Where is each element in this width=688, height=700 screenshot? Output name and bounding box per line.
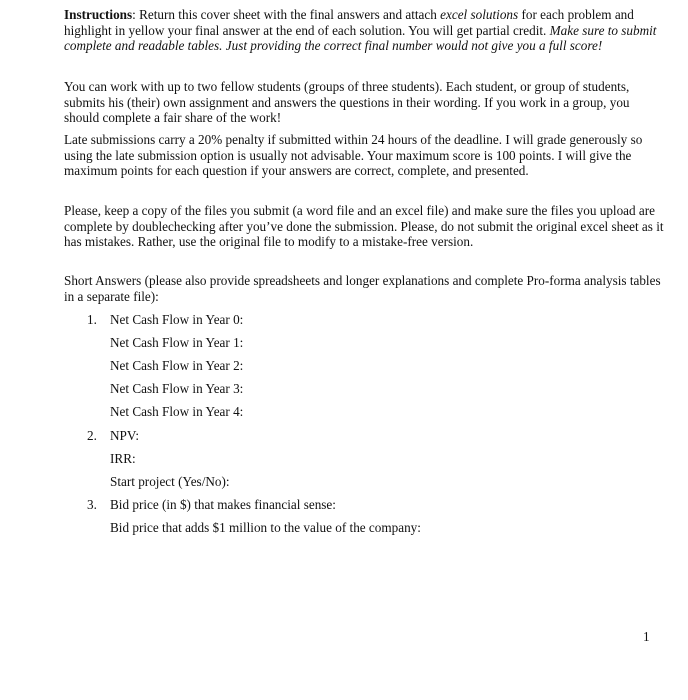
question-3-number: 3. <box>87 497 97 512</box>
net-cash-flow-year-2: Net Cash Flow in Year 2: <box>110 358 244 373</box>
net-cash-flow-year-3: Net Cash Flow in Year 3: <box>110 381 244 396</box>
instructions-excel-solutions: excel solutions <box>440 7 519 22</box>
copy-files-paragraph: Please, keep a copy of the files you submit (a word file and an excel file) and make sure the files you upload are complete by doublechecking after you’ve done the submission. Please, do not submit the original excel sheet as it has mistakes. Rather, use the original file to modify to a mistake-free version. <box>64 203 664 249</box>
instructions-text-a: : Return this cover sheet with the final answers and attach <box>132 7 441 22</box>
npv-line: NPV: <box>110 428 140 443</box>
net-cash-flow-year-1: Net Cash Flow in Year 1: <box>110 335 244 350</box>
page-number: 1 <box>643 629 650 644</box>
instructions-full-score-note: Make sure to submit complete and readable tables. Just providing the correct final number would not give you a full score! <box>64 22 657 53</box>
question-1-number: 1. <box>87 312 97 327</box>
groups-paragraph: You can work with up to two fellow students (groups of three students). Each student, or group of students, submits his (their) own assignment and answers the questions in their wording. If you work in a group, you should complete a fair share of the work! <box>64 79 630 125</box>
short-answers-heading: Short Answers (please also provide spreadsheets and longer explanations and complete Pro-forma analysis tables in a separate file): <box>64 273 661 304</box>
irr-line: IRR: <box>110 451 136 466</box>
net-cash-flow-year-4: Net Cash Flow in Year 4: <box>110 404 244 419</box>
instructions-text-c: for each problem and highlight in yellow your final answer at the end of each solution. You will get partial credit. <box>64 7 634 38</box>
start-project-line: Start project (Yes/No): <box>110 474 230 489</box>
instructions-heading: Instructions <box>64 7 133 22</box>
bid-price-million-line: Bid price that adds $1 million to the value of the company: <box>110 520 421 535</box>
bid-price-line: Bid price (in $) that makes financial sense: <box>110 497 336 512</box>
net-cash-flow-year-0: Net Cash Flow in Year 0: <box>110 312 244 327</box>
question-2-number: 2. <box>87 428 97 443</box>
instructions-paragraph <box>64 7 664 54</box>
late-submission-paragraph: Late submissions carry a 20% penalty if submitted within 24 hours of the deadline. I will grade generously so using the late submission option is usually not advisable. Your maximum score is 100 points. I will give the maximum points for each question if your answers are correct, complete, and presented. <box>64 132 643 178</box>
